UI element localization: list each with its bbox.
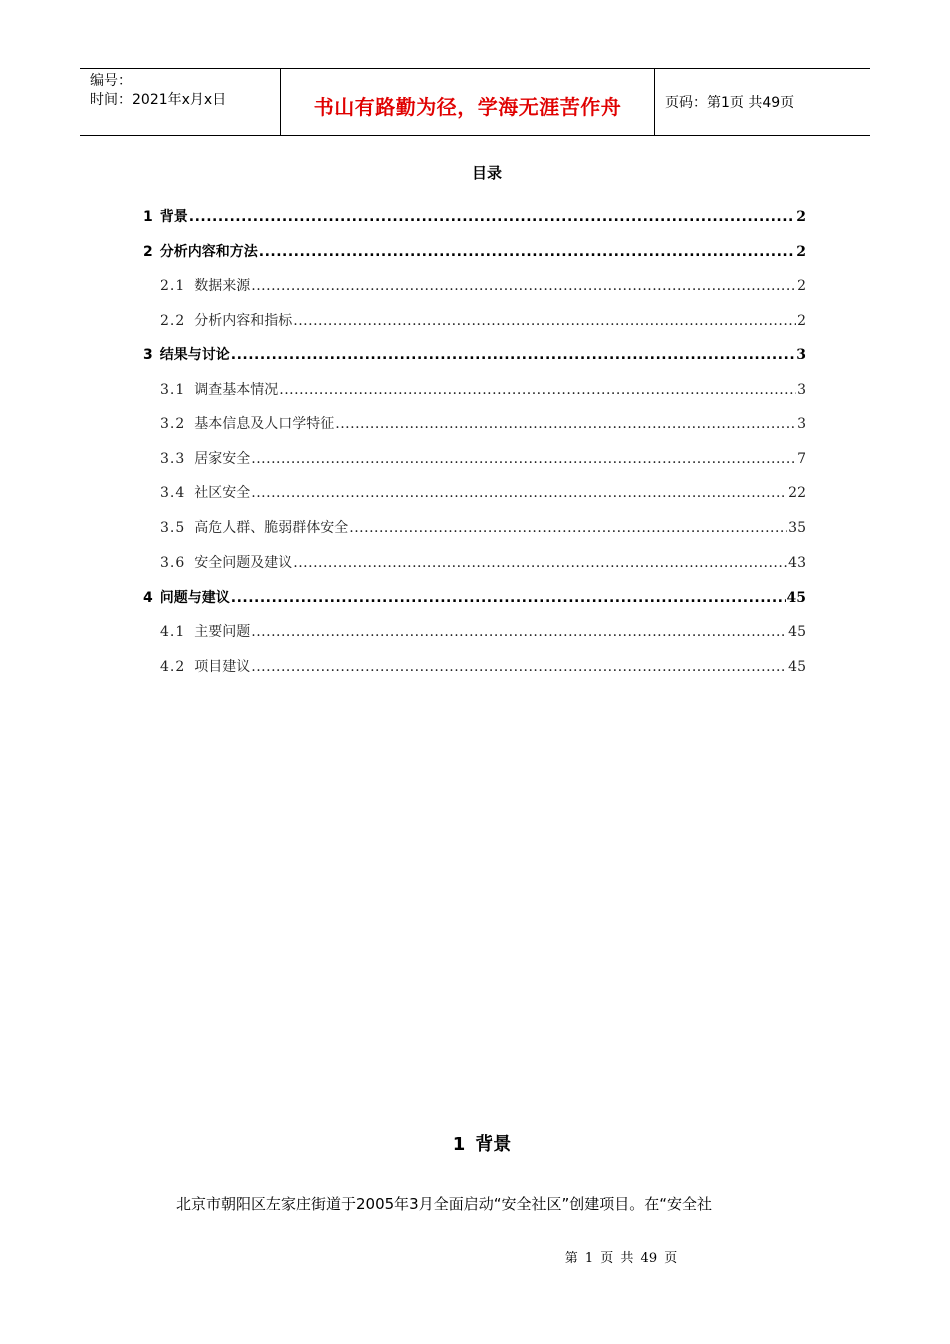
toc-entry-3-4[interactable] (143, 482, 806, 502)
toc-entry-page: 45 (786, 590, 806, 606)
toc-entry-page: 35 (788, 520, 806, 536)
toc-entry-page: 2 (796, 209, 806, 225)
toc-title: 目录 (471, 164, 502, 182)
toc-entry-page: 3 (796, 347, 806, 363)
toc-entry-number: 3.6 (160, 555, 186, 571)
toc-entry-number: 3 (143, 347, 153, 363)
toc-entry-2[interactable] (143, 241, 806, 261)
toc-entry-4-2[interactable] (143, 656, 806, 676)
section-number: 1 (452, 1134, 466, 1155)
document-number-label: 编号： (90, 73, 132, 89)
toc-entry-number: 3.5 (160, 520, 186, 536)
toc-entry-label: 基本信息及人口学特征 (194, 416, 335, 432)
toc-entry-page: 2 (796, 244, 806, 260)
toc-entry-page: 3 (797, 416, 806, 432)
toc-leader-dots (251, 451, 796, 467)
header-page-info (655, 69, 870, 135)
toc-entry-number: 1 (143, 209, 153, 225)
toc-entry-number: 4.2 (160, 659, 186, 675)
header-motto: 书山有路勤为径，学海无涯苦作舟 (313, 94, 622, 119)
toc-entry-label: 分析内容和指标 (194, 313, 293, 329)
toc-leader-dots (251, 624, 787, 640)
toc-entry-4-1[interactable] (143, 621, 806, 641)
toc-leader-dots (259, 244, 796, 260)
toc-leader-dots (335, 416, 796, 432)
toc-entry-4[interactable] (143, 587, 806, 607)
section-title: 背景 (475, 1134, 512, 1155)
toc-entry-label: 主要问题 (194, 624, 251, 640)
toc-entry-3-3[interactable] (143, 448, 806, 468)
toc-entry-3-1[interactable] (143, 379, 806, 399)
toc-entry-number: 2 (143, 244, 153, 260)
toc-entry-page: 2 (797, 313, 806, 329)
toc-entry-page: 7 (797, 451, 806, 467)
toc-leader-dots (251, 485, 787, 501)
toc-entry-label: 问题与建议 (159, 590, 230, 606)
toc-entry-label: 居家安全 (194, 451, 251, 467)
header-meta (80, 69, 281, 135)
toc-entry-2-1[interactable] (143, 275, 806, 295)
toc-leader-dots (293, 313, 796, 329)
toc-entry-page: 22 (788, 485, 806, 501)
toc-entry-label: 分析内容和方法 (159, 244, 258, 260)
body-paragraph: 北京市朝阳区左家庄街道于2005年3月全面启动“安全社区”创建项目。在“安全社 (176, 1195, 713, 1213)
toc-entry-3-6[interactable] (143, 552, 806, 572)
page-footer: 第 1 页 共 49 页 (564, 1251, 678, 1266)
section-heading (0, 1130, 950, 1156)
toc-entry-2-2[interactable] (143, 310, 806, 330)
toc-entry-number: 3.3 (160, 451, 186, 467)
toc-entry-number: 4 (143, 590, 153, 606)
toc-entry-label: 社区安全 (194, 485, 251, 501)
toc-entry-number: 4.1 (160, 624, 186, 640)
toc-leader-dots (189, 209, 796, 225)
toc-entry-3-5[interactable] (143, 517, 806, 537)
toc-leader-dots (293, 555, 787, 571)
document-time-label: 时间：2021年x月x日 (90, 92, 227, 108)
toc-entry-number: 3.4 (160, 485, 186, 501)
toc-entry-page: 45 (788, 624, 806, 640)
toc-entry-label: 数据来源 (194, 278, 251, 294)
toc-leader-dots (349, 520, 787, 536)
toc-entry-label: 安全问题及建议 (194, 555, 293, 571)
toc-entry-page: 45 (788, 659, 806, 675)
header-motto-cell (281, 69, 655, 135)
toc-leader-dots (231, 590, 786, 606)
toc-entry-number: 3.2 (160, 416, 186, 432)
toc-entry-label: 项目建议 (194, 659, 251, 675)
toc-entry-label: 背景 (159, 209, 188, 225)
toc-entry-label: 调查基本情况 (194, 382, 279, 398)
toc-entry-number: 3.1 (160, 382, 186, 398)
toc-entry-page: 2 (797, 278, 806, 294)
header-page-info-text: 页码：第1页 共49页 (665, 95, 795, 111)
toc-entry-3-2[interactable] (143, 413, 806, 433)
toc-entry-number: 2.2 (160, 313, 186, 329)
document-header (80, 68, 870, 136)
toc-entry-label: 结果与讨论 (159, 347, 230, 363)
toc-entry-3[interactable] (143, 344, 806, 364)
toc-entry-number: 2.1 (160, 278, 186, 294)
toc-entry-page: 43 (788, 555, 806, 571)
toc-entry-label: 高危人群、脆弱群体安全 (194, 520, 349, 536)
toc-entry-page: 3 (797, 382, 806, 398)
toc-entry-1[interactable] (143, 206, 806, 226)
toc-leader-dots (279, 382, 796, 398)
toc-leader-dots (251, 659, 787, 675)
toc-leader-dots (231, 347, 796, 363)
toc-leader-dots (251, 278, 796, 294)
